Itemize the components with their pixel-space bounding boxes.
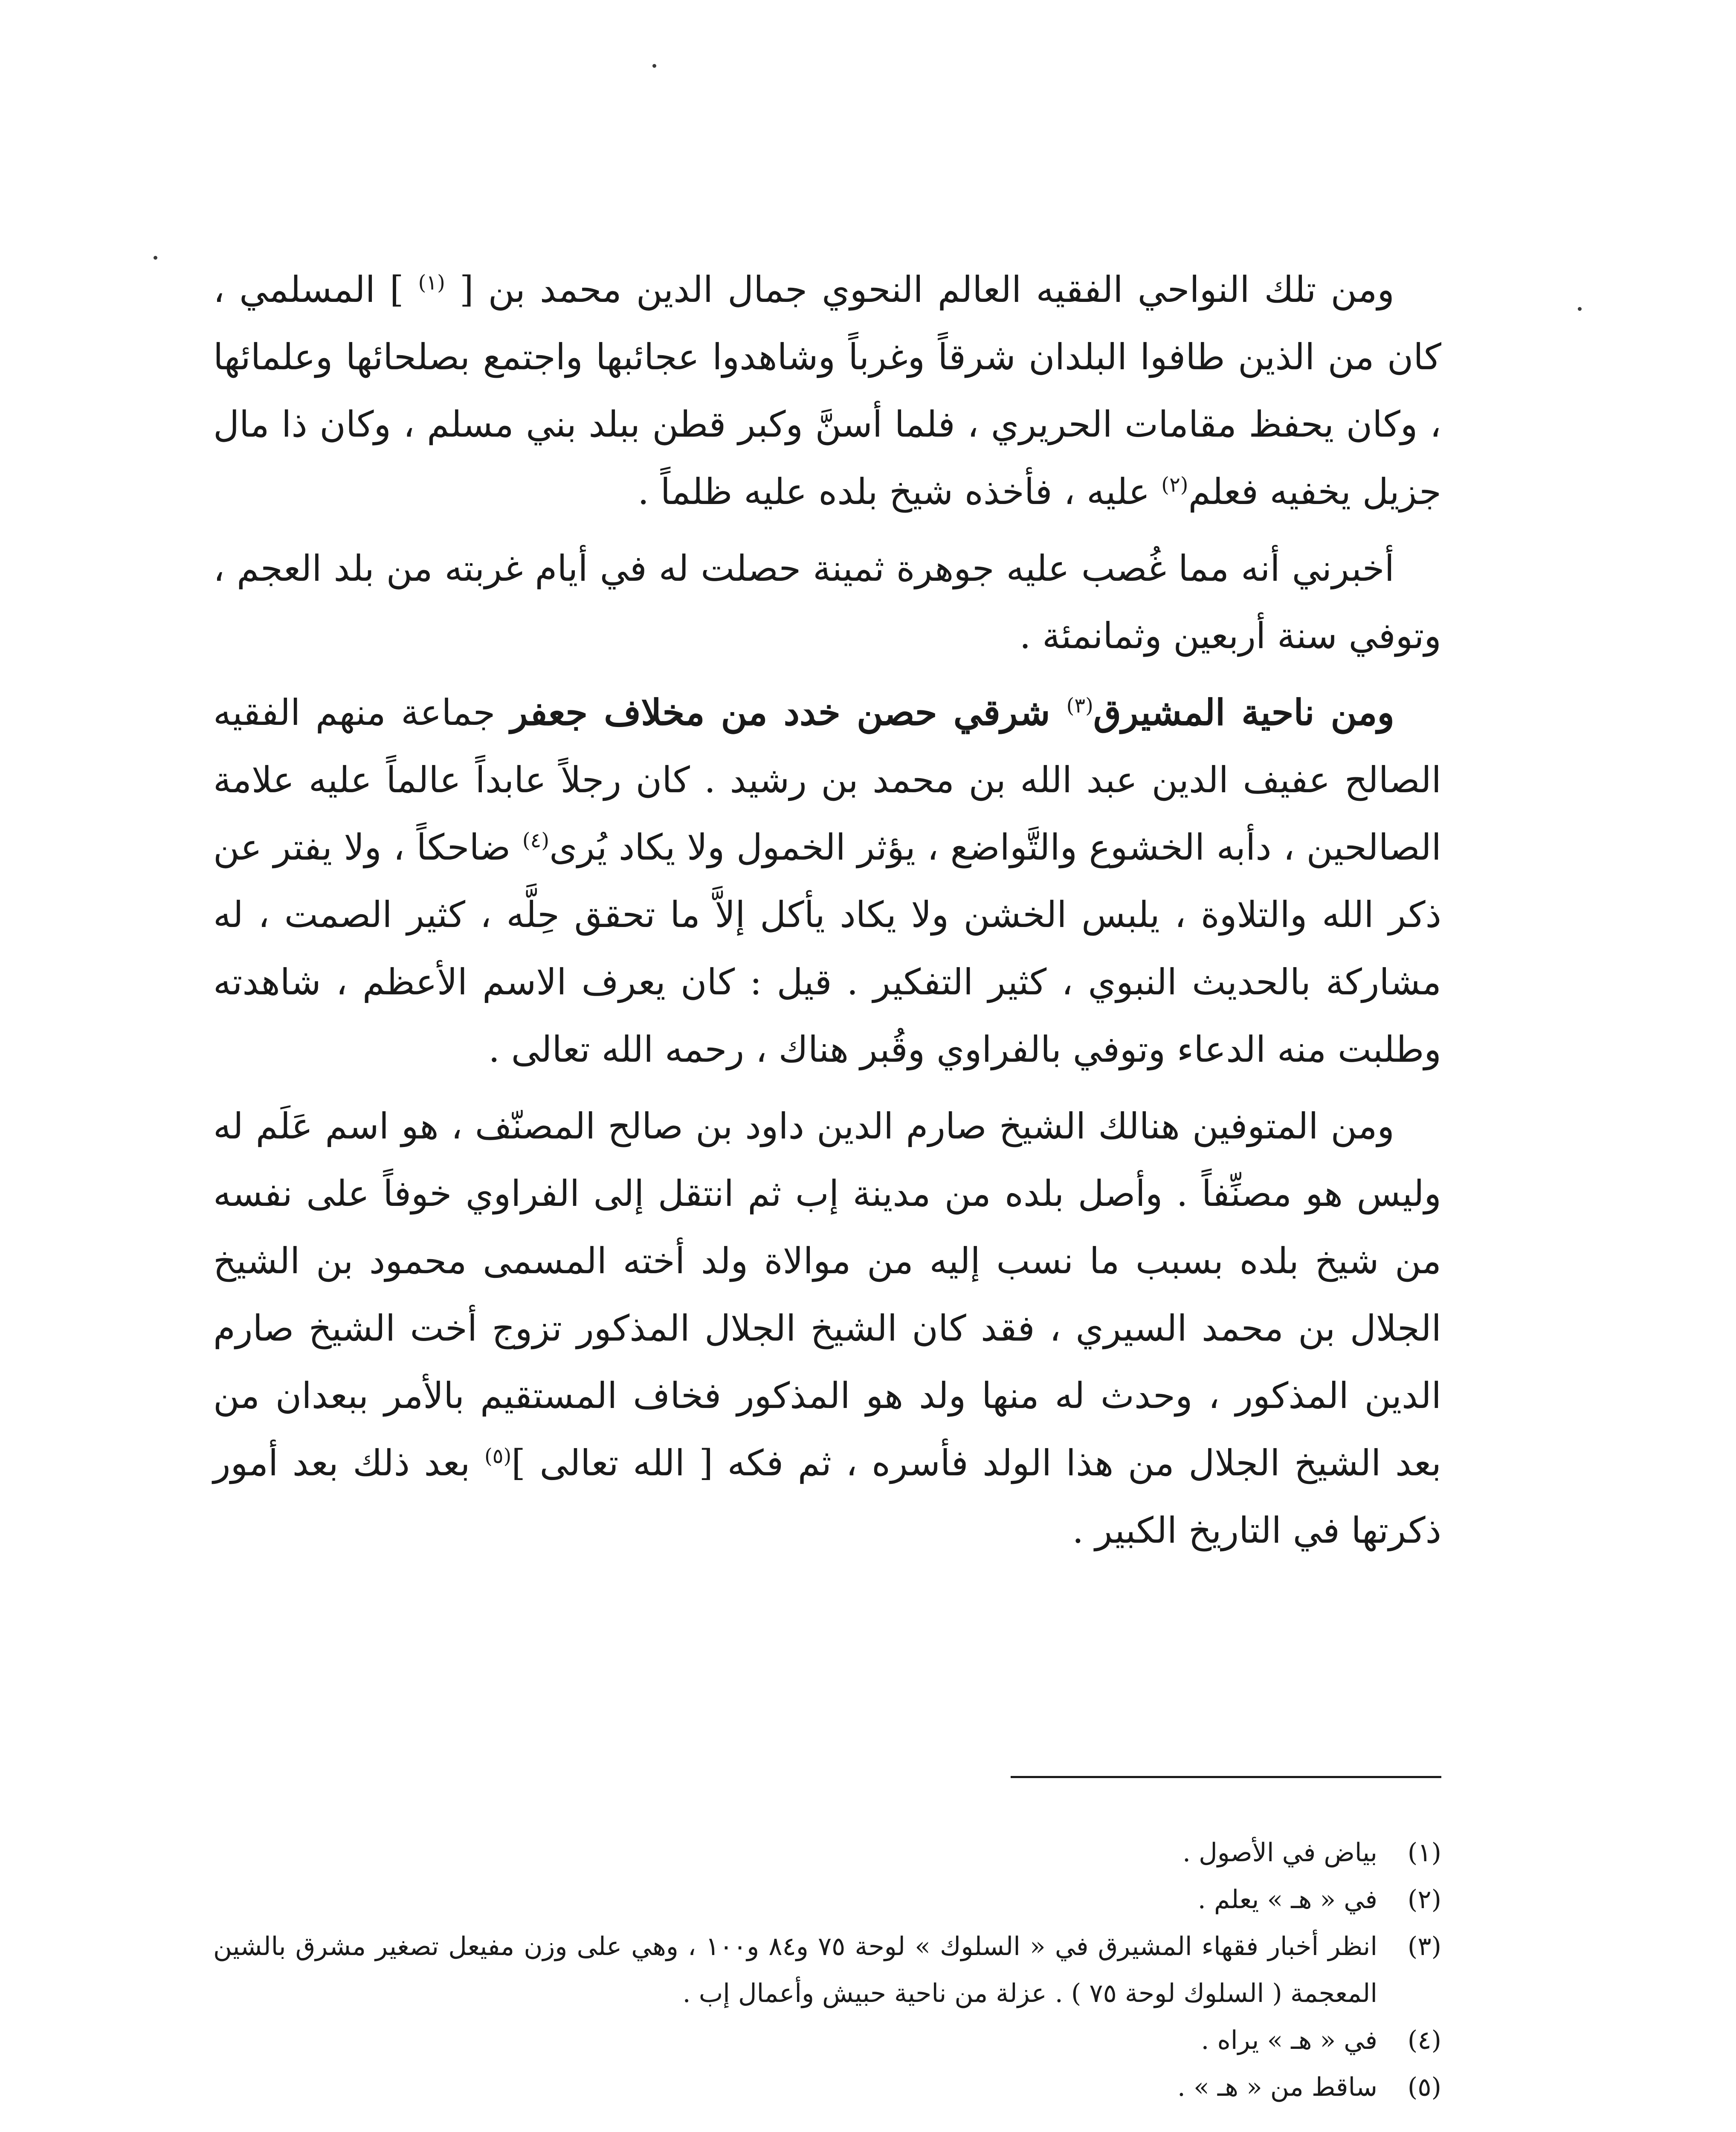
main-text [213, 256, 1441, 1573]
paragraph [213, 535, 1441, 669]
footnotes [213, 1829, 1441, 2111]
footnote-text: انظر أخبار فقهاء المشيرق في « السلوك » لوحة ٧٥ و٨٤ و١٠٠ ، وهي على وزن مفيعل تصغير مشرق بالشين المعجمة ( السلوك لوحة ٧٥ ) . عزلة من ناحية حبيش وأعمال إب . [213, 1932, 1378, 2008]
paragraph-text: أخبرني أنه مما غُصب عليه جوهرة ثمينة حصلت له في أيام غربته من بلد العجم ، وتوفي سنة أربعين وثمانمئة . [213, 547, 1441, 657]
paragraph-text: ومن المتوفين هنالك الشيخ صارم الدين داود بن صالح المصنّف ، هو اسم عَلَم له وليس هو مصنِّفاً . وأصل بلده من مدينة إب ثم انتقل إلى الفراوي خوفاً على نفسه من شيخ بلده بسبب ما نسب إليه من موالاة ولد أخته المسمى محمود بن الشيخ الجلال بن محمد السيري ، فقد كان الشيخ الجلال المذكور تزوج أخت الشيخ صارم الدين المذكور ، وحدث له منها ولد هو المذكور فخاف المستقيم بالأمر ببعدان من بعد الشيخ الجلال من هذا الولد فأسره ، ثم فكه [ الله تعالى ] [213, 1105, 1441, 1484]
footnote-number: (٤) [1407, 2025, 1441, 2055]
paragraph [213, 679, 1441, 1083]
bold-heading-text: شرقي حصن خدد من مخلاف جعفر [510, 691, 1067, 733]
paragraph-text: ضاحكاً ، ولا يفتر عن ذكر الله والتلاوة ، يلبس الخشن ولا يكاد يأكل إلاَّ ما تحقق حِلَّه ، كثير الصمت ، له مشاركة بالحديث النبوي ، كثير التفكير . قيل : كان يعرف الاسم الأعظم ، شاهدته وطلبت منه الدعاء وتوفي بالفراوي وقُبر هناك ، رحمه الله تعالى . [213, 826, 1441, 1070]
scan-speck [652, 64, 656, 68]
footnote-item [213, 2064, 1441, 2111]
footnote-reference: (٢) [1161, 473, 1188, 497]
scan-speck [1578, 307, 1582, 311]
scan-speck [154, 256, 157, 260]
footnote-text: ساقط من « هـ » . [1177, 2072, 1377, 2102]
footnote-text: بياض في الأصول . [1182, 1838, 1377, 1868]
footnote-number: (٣) [1407, 1932, 1441, 1961]
footnote-number: (١) [1407, 1838, 1441, 1868]
footnote-item [213, 1876, 1441, 1923]
footnote-number: (٢) [1407, 1885, 1441, 1915]
footnote-reference: (٣) [1066, 694, 1093, 718]
paragraph-text: ] المسلمي ، كان من الذين طافوا البلدان شرقاً وغرباً وشاهدوا عجائبها واجتمع بصلحائها وعلمائها ، وكان يحفظ مقامات الحريري ، فلما أسنَّ وكبر قطن ببلد بني مسلم ، وكان ذا مال جزيل يخفيه فعلم [213, 269, 1442, 513]
footnote-text: في « هـ » يعلم . [1197, 1885, 1377, 1915]
footnote-reference: (١) [418, 271, 445, 295]
footnote-item [213, 1923, 1441, 2017]
footnote-item [213, 2017, 1441, 2064]
footnote-text: في « هـ » يراه . [1201, 2025, 1377, 2055]
paragraph-text: بعد ذلك بعد أمور ذكرتها في التاريخ الكبير . [213, 1442, 1441, 1551]
paragraph-text: ومن تلك النواحي الفقيه العالم النحوي جمال الدين محمد بن [ [445, 269, 1394, 310]
footnote-item [213, 1829, 1441, 1876]
footnote-number: (٥) [1407, 2072, 1441, 2102]
footnote-reference: (٤) [522, 828, 550, 852]
paragraph-text: جماعة منهم الفقيه الصالح عفيف الدين عبد الله بن محمد بن رشيد . كان رجلاً عابداً عالماً عليه علامة الصالحين ، دأبه الخشوع والتَّواضع ، يؤثر الخمول ولا يكاد يُرى [213, 692, 1442, 868]
footnote-reference: (٥) [484, 1444, 512, 1468]
bold-heading-text: ومن ناحية المشيرق [1093, 691, 1394, 733]
paragraph [213, 1092, 1441, 1564]
paragraph [213, 256, 1441, 525]
footnote-separator [1011, 1776, 1441, 1778]
paragraph-text: عليه ، فأخذه شيخ بلده عليه ظلماً . [638, 471, 1162, 513]
